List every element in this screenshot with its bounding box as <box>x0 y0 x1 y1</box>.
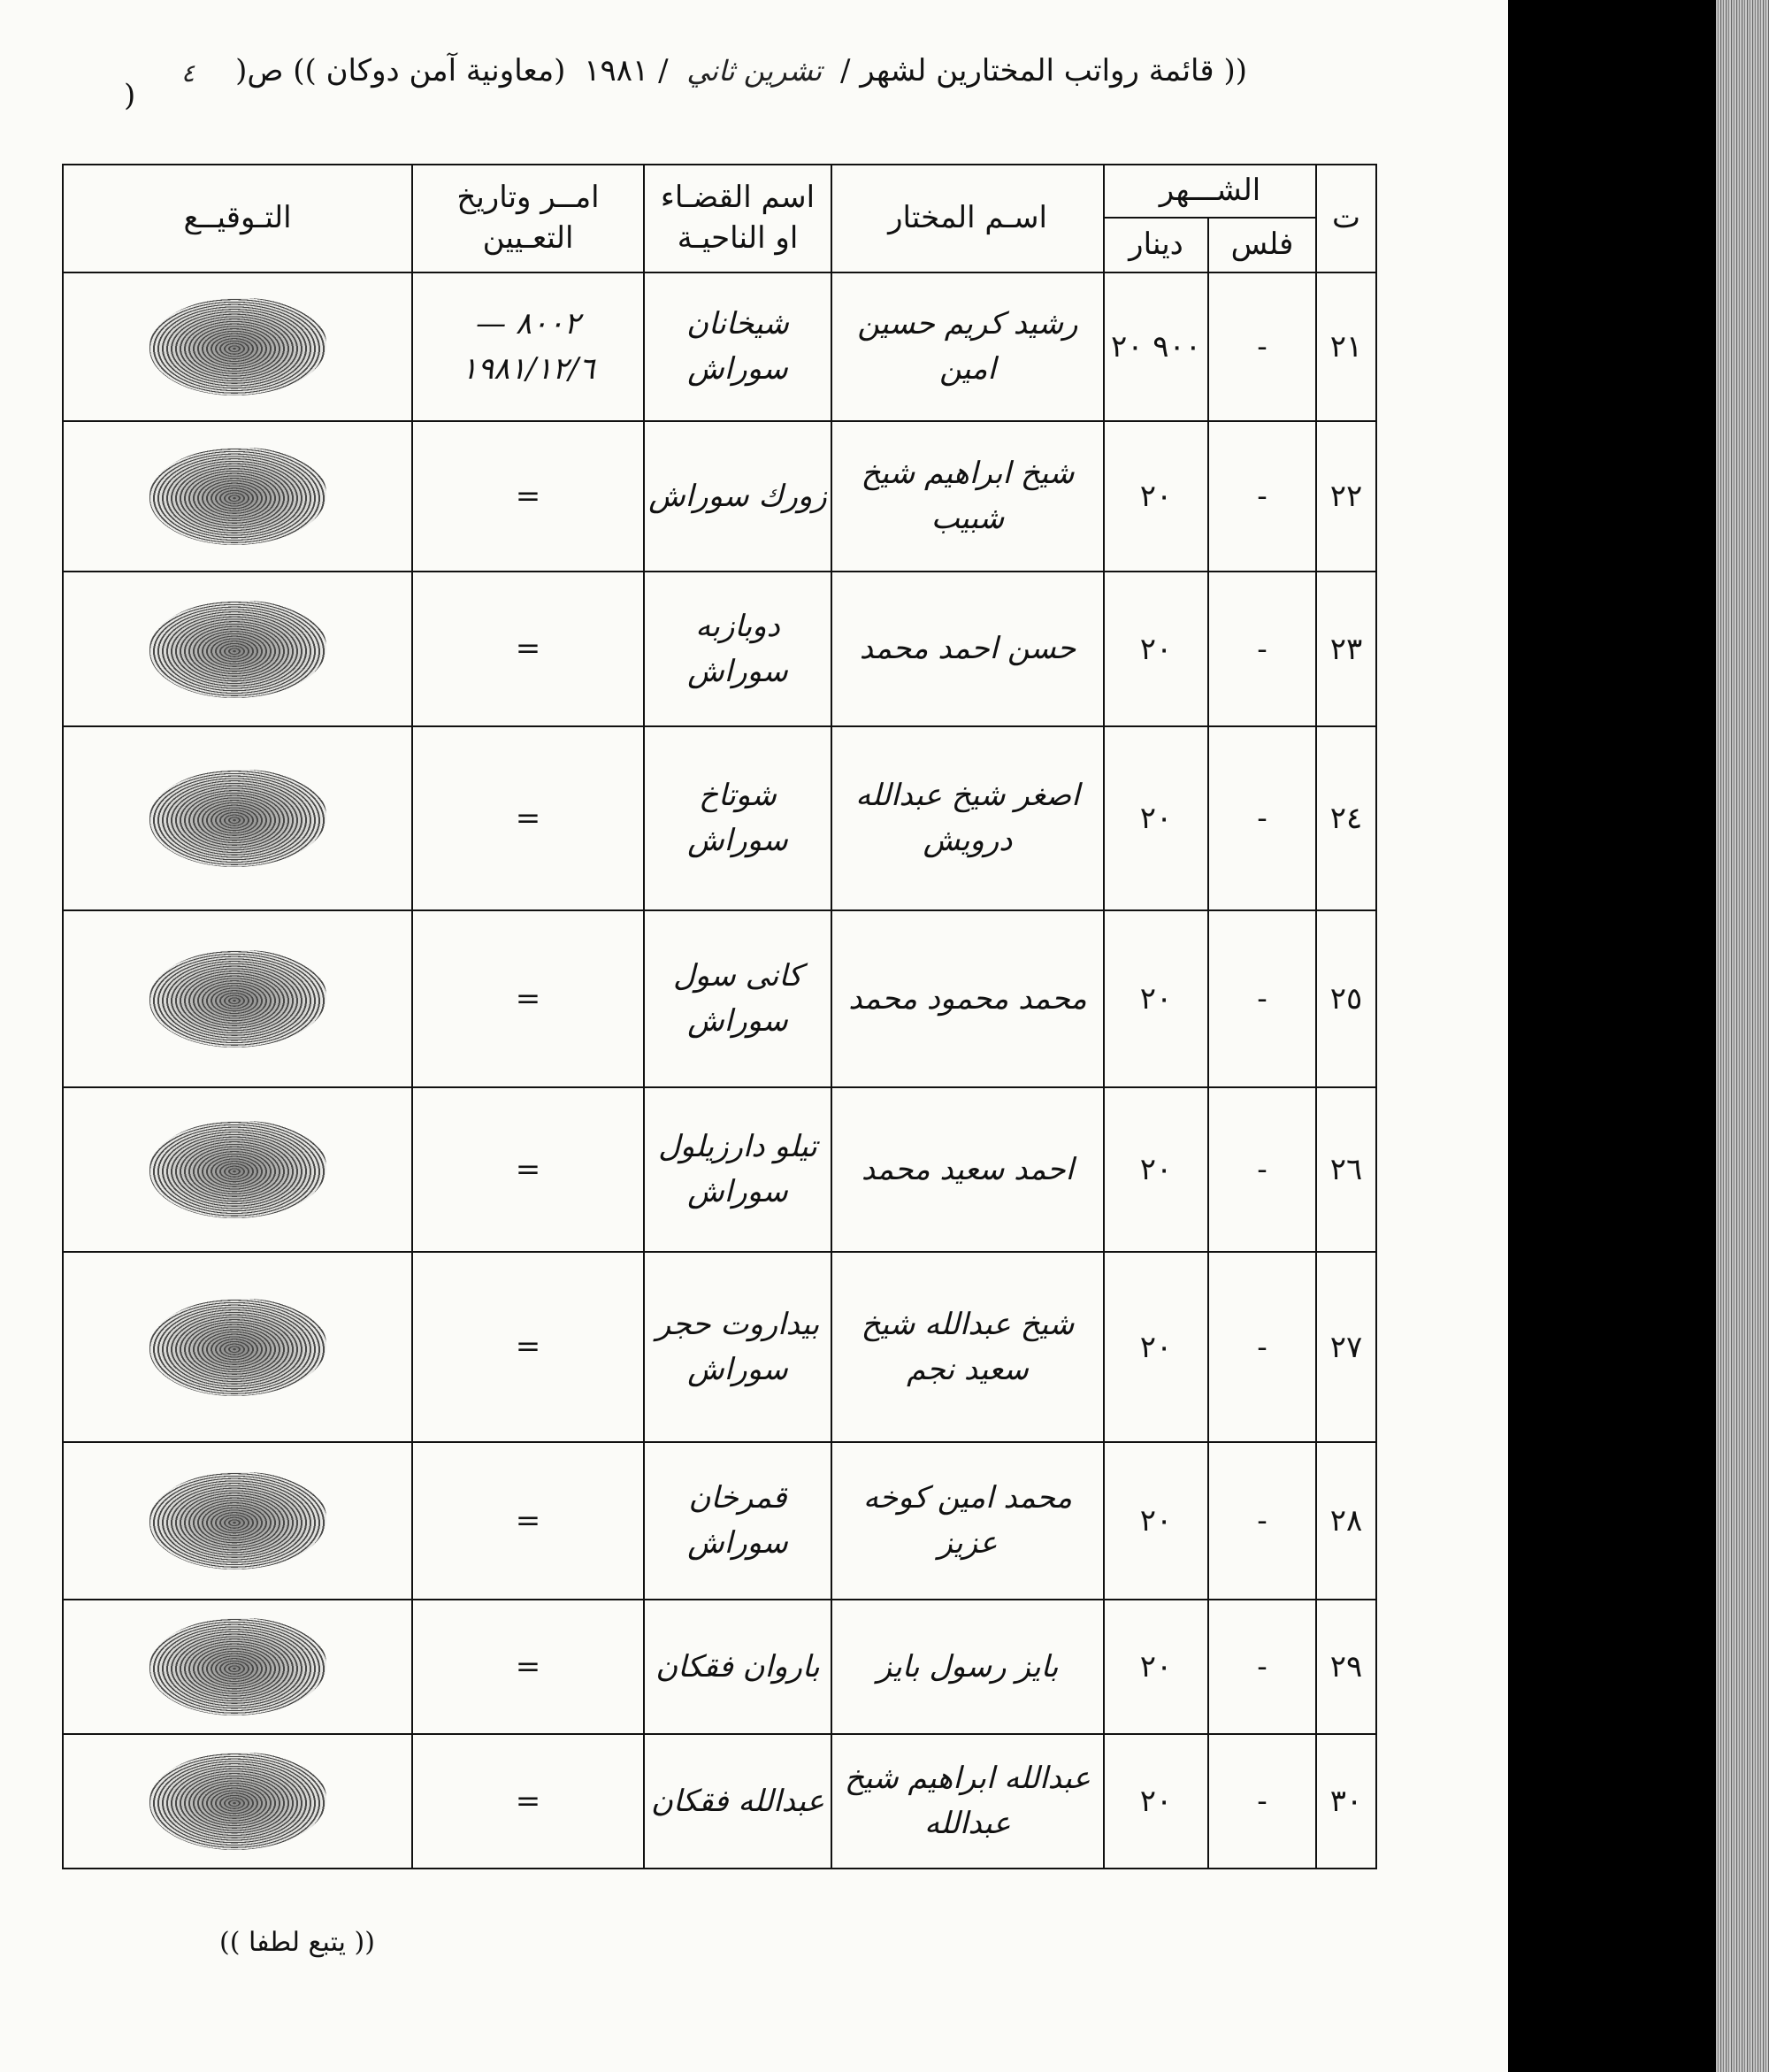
header-title-prefix: (( قائمة رواتب المختارين لشهر / <box>839 53 1247 88</box>
row-mukhtar-name: اصغر شيخ عبدالله درويش <box>831 726 1104 910</box>
row-fils: - <box>1208 1734 1316 1869</box>
row-order: ٨٠٠٢ — ١٩٨١/١٢/٦ <box>412 272 644 421</box>
table-row <box>63 572 1376 726</box>
fingerprint-signature <box>149 1472 326 1569</box>
column-header-salary: الشـــهر <box>1104 165 1316 218</box>
column-header-order <box>412 165 644 272</box>
row-seq: ٢٥ <box>1316 910 1376 1087</box>
header-year: / ١٩٨١ <box>584 53 669 88</box>
row-mukhtar-name: محمد امين كوخه عزيز <box>831 1442 1104 1600</box>
column-header-district-line2: او الناحيـة <box>677 220 799 256</box>
table-row <box>63 272 1376 421</box>
row-district: زورك سوراش <box>644 421 831 572</box>
row-fils: - <box>1208 572 1316 726</box>
column-header-fils: فلس <box>1208 218 1316 272</box>
row-signature-cell <box>63 1600 412 1734</box>
fingerprint-signature <box>149 601 326 698</box>
row-dinar: ٢٠ <box>1104 572 1208 726</box>
row-order: = <box>412 910 644 1087</box>
row-district: دوبازبه سوراش <box>644 572 831 726</box>
fingerprint-signature <box>149 1121 326 1218</box>
salary-table <box>62 164 1377 1869</box>
row-dinar: ٢٠ <box>1104 1252 1208 1442</box>
row-signature-cell <box>63 1442 412 1600</box>
continue-note: (( يتبع لطفا )) <box>219 1927 375 1958</box>
row-seq: ٢٩ <box>1316 1600 1376 1734</box>
header-department: (معاونية آمن دوكان )) ص( <box>235 53 566 88</box>
header-month-handwritten: تشرين ثاني <box>686 54 823 88</box>
table-row <box>63 421 1376 572</box>
table-row <box>63 1734 1376 1869</box>
book-binding-edge <box>1716 0 1769 2072</box>
fingerprint-signature <box>149 1618 326 1715</box>
row-signature-cell <box>63 421 412 572</box>
table-body <box>63 272 1376 1869</box>
row-order: = <box>412 1442 644 1600</box>
row-seq: ٢١ <box>1316 272 1376 421</box>
table-row <box>63 1442 1376 1600</box>
row-mukhtar-name: بايز رسول بايز <box>831 1600 1104 1734</box>
row-signature-cell <box>63 272 412 421</box>
row-order: = <box>412 1600 644 1734</box>
row-dinar: ٢٠ <box>1104 1087 1208 1252</box>
row-order: = <box>412 572 644 726</box>
row-dinar: ٢٠ <box>1104 726 1208 910</box>
row-fils: - <box>1208 1087 1316 1252</box>
row-dinar: ٢٠ <box>1104 1442 1208 1600</box>
document-header <box>115 53 1247 106</box>
row-fils: - <box>1208 1600 1316 1734</box>
row-district: قمرخان سوراش <box>644 1442 831 1600</box>
row-seq: ٢٣ <box>1316 572 1376 726</box>
row-fils: - <box>1208 1442 1316 1600</box>
column-header-dinar: دينار <box>1104 218 1208 272</box>
row-signature-cell <box>63 1087 412 1252</box>
page-number-close: ) <box>124 78 136 113</box>
row-fils: - <box>1208 272 1316 421</box>
row-seq: ٢٤ <box>1316 726 1376 910</box>
row-district: عبدالله فقكان <box>644 1734 831 1869</box>
row-signature-cell <box>63 1252 412 1442</box>
table-row <box>63 726 1376 910</box>
row-order: = <box>412 1734 644 1869</box>
row-fils: - <box>1208 726 1316 910</box>
fingerprint-signature <box>149 950 326 1048</box>
row-mukhtar-name: عبدالله ابراهيم شيخ عبدالله <box>831 1734 1104 1869</box>
column-header-district <box>644 165 831 272</box>
row-mukhtar-name: شيخ عبدالله شيخ سعيد نجم <box>831 1252 1104 1442</box>
column-header-order-line2: التعـيين <box>482 220 574 256</box>
row-dinar: ٢٠ <box>1104 1600 1208 1734</box>
row-mukhtar-name: شيخ ابراهيم شيخ شبيب <box>831 421 1104 572</box>
row-dinar: ٢٠ <box>1104 910 1208 1087</box>
table-row <box>63 910 1376 1087</box>
row-district: شيخانان سوراش <box>644 272 831 421</box>
fingerprint-signature <box>149 1753 326 1850</box>
row-seq: ٢٢ <box>1316 421 1376 572</box>
fingerprint-signature <box>149 770 326 867</box>
row-seq: ٢٨ <box>1316 1442 1376 1600</box>
row-seq: ٢٧ <box>1316 1252 1376 1442</box>
row-seq: ٢٦ <box>1316 1087 1376 1252</box>
fingerprint-signature <box>149 1299 326 1396</box>
row-seq: ٣٠ <box>1316 1734 1376 1869</box>
row-order: = <box>412 1087 644 1252</box>
row-district: بيداروت حجر سوراش <box>644 1252 831 1442</box>
row-dinar: ٢٠ <box>1104 421 1208 572</box>
row-district: تيلو دارزيلول سوراش <box>644 1087 831 1252</box>
page-number-handwritten: ٤ <box>181 58 195 88</box>
column-header-order-line1: امــر وتاريخ <box>456 180 600 216</box>
row-mukhtar-name: احمد سعيد محمد <box>831 1087 1104 1252</box>
row-order: = <box>412 1252 644 1442</box>
row-signature-cell <box>63 910 412 1087</box>
table-row <box>63 1087 1376 1252</box>
row-mukhtar-name: محمد محمود محمد <box>831 910 1104 1087</box>
row-district: شوتاخ سوراش <box>644 726 831 910</box>
row-order: = <box>412 421 644 572</box>
column-header-signature: التـوقيــع <box>63 165 412 272</box>
row-mukhtar-name: حسن احمد محمد <box>831 572 1104 726</box>
row-dinar: ٢٠ <box>1104 1734 1208 1869</box>
row-mukhtar-name: رشيد كريم حسين امين <box>831 272 1104 421</box>
row-district: باروان فقكان <box>644 1600 831 1734</box>
table-row <box>63 1600 1376 1734</box>
row-fils: - <box>1208 1252 1316 1442</box>
fingerprint-signature <box>149 298 326 395</box>
row-signature-cell <box>63 572 412 726</box>
row-fils: - <box>1208 421 1316 572</box>
row-signature-cell <box>63 1734 412 1869</box>
column-header-seq: ت <box>1316 165 1376 272</box>
table-row <box>63 1252 1376 1442</box>
row-dinar: ٩٠٠ ٢٠ <box>1104 272 1208 421</box>
row-fils: - <box>1208 910 1316 1087</box>
column-header-mukhtar-name: اسـم المختار <box>831 165 1104 272</box>
row-signature-cell <box>63 726 412 910</box>
fingerprint-signature <box>149 448 326 545</box>
row-district: كانى سول سوراش <box>644 910 831 1087</box>
row-order: = <box>412 726 644 910</box>
column-header-district-line1: اسم القضـاء <box>660 180 816 216</box>
